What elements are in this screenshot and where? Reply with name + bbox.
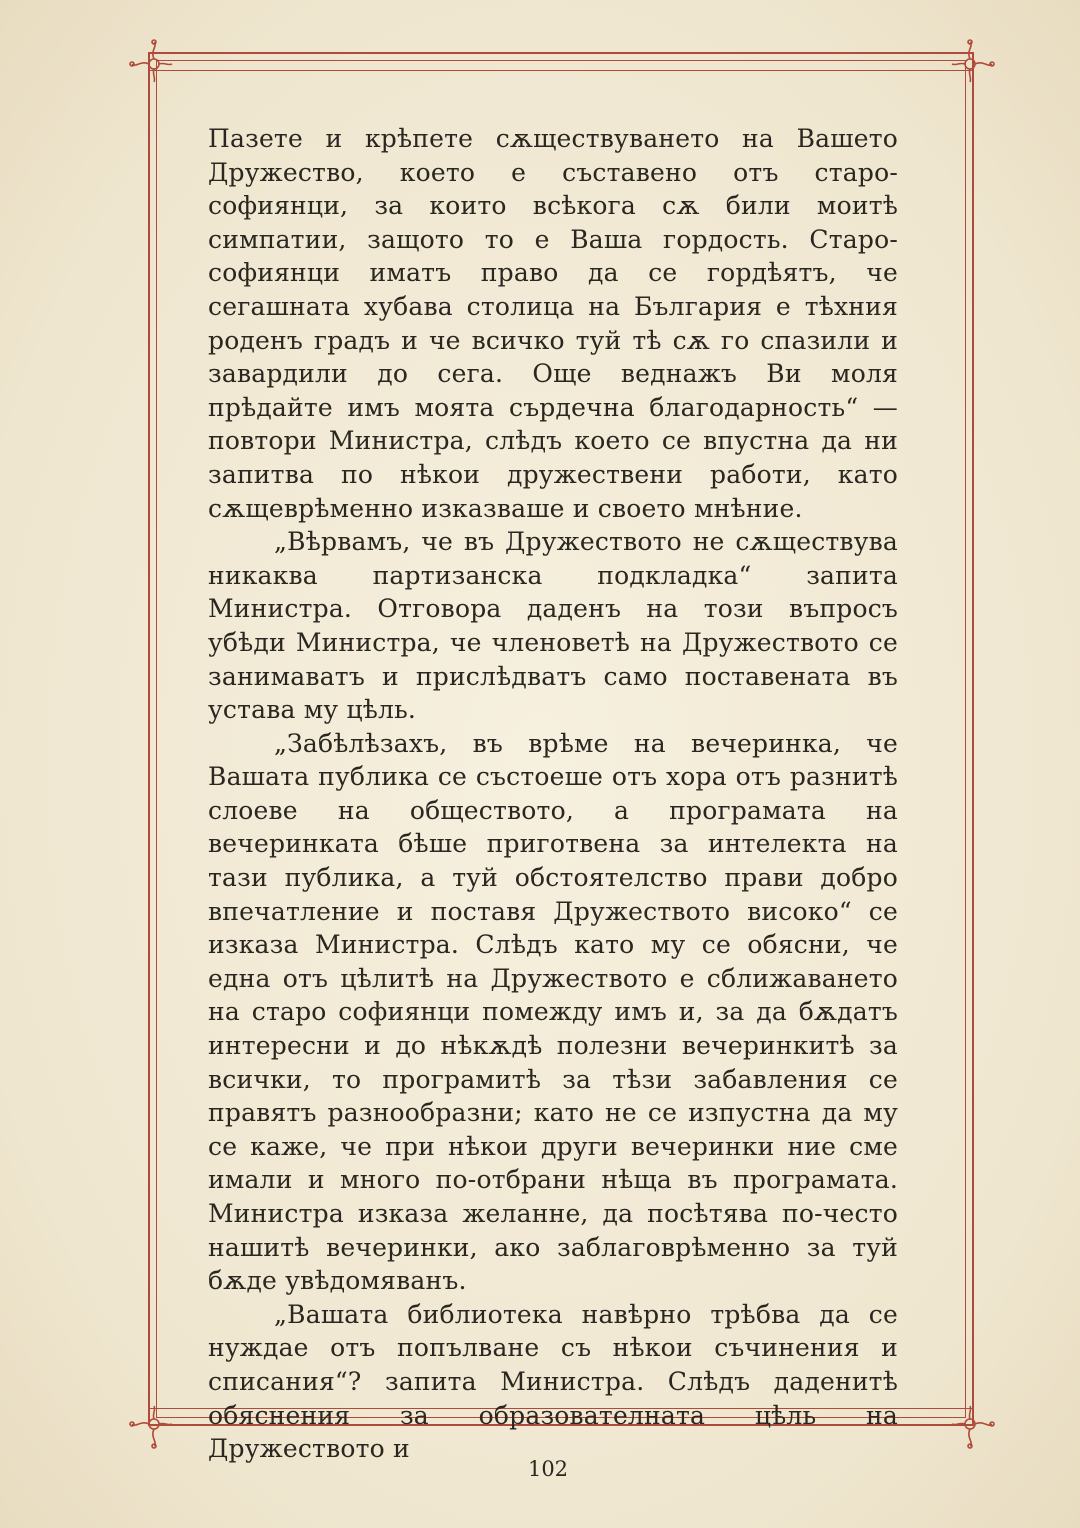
corner-ornament-icon	[944, 38, 996, 90]
paragraph: Пазете и крѣпете сѫществуването на Вашето Дружество, което е съставено отъ старо-софиянци, за които всѣкога сѫ били моитѣ симпатии, защото то е Ваша гордость. Старо-софиянци иматъ право да се гордѣятъ, че сегашната хубава столица на България е тѣхния роденъ градъ и че всичко туй тѣ сѫ го спазили и завардили до сега. Още веднажъ Ви моля прѣдайте имъ моята сърдечна благодарность“ — повтори Министра, слѣдъ което се впустна да ни запитва по нѣкои дружествени работи, като сѫщеврѣменно изказваше и своето мнѣние.	[208, 124, 898, 523]
page-number: 102	[527, 1457, 569, 1481]
paragraph: „Вашата библиотека навѣрно трѣбва да се нуждае отъ попълване съ нѣкои съчинения и списания“? запита Министра. Слѣдъ даденитѣ обяснения за образователната цѣль на Дружеството и	[208, 1299, 898, 1464]
corner-ornament-icon	[944, 1398, 996, 1450]
paragraph: „Забѣлѣзахъ, въ врѣме на вечеринка, че Вашата публика се състоеше отъ хора отъ разнитѣ слоеве на обществото, а програмата на вечеринката бѣше приготвена за интелекта на тази публика, а туй обстоятелство прави добро впечатление и поставя Дружеството високо“ се изказа Министра. Слѣдъ като му се обясни, че една отъ цѣлитѣ на Дружеството е сближаването на старо софиянци помежду имъ и, за да бѫдатъ интересни и до нѣкѫдѣ полезни вечеринкитѣ за всички, то програмитѣ за тѣзи забавления се правятъ разнообразни; като не се изпустна да му се каже, че при нѣкои други вечеринки ние сме имали и много по-отбрани нѣща въ програмата. Министра изказа желанне, да посѣтява по-често нашитѣ вечеринки, ако заблаговрѣменно за туй бѫде увѣдомяванъ.	[208, 728, 898, 1296]
corner-ornament-icon	[128, 38, 180, 90]
frame-top-rule	[148, 70, 974, 71]
corner-ornament-icon	[128, 1398, 180, 1450]
paragraph: „Вѣрвамъ, че въ Дружеството не сѫществува никаква партизанска подкладка“ запита Министра. Отговора даденъ на този въпросъ убѣди Министра, че членоветѣ на Дружеството се занимаватъ и прислѣдватъ само поставената въ устава му цѣль.	[208, 527, 898, 725]
body-text	[208, 122, 898, 1466]
